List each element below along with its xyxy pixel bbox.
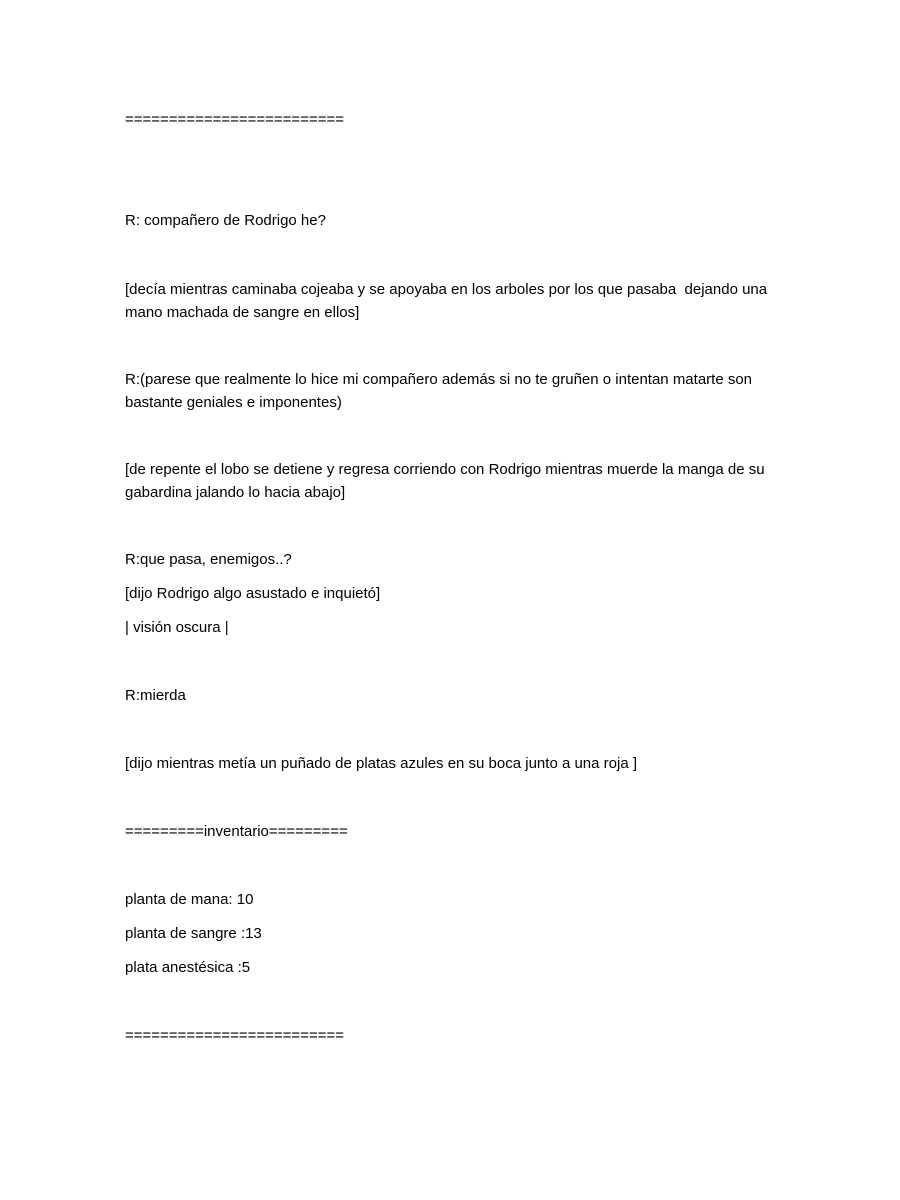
status-line: | visión oscura | [125, 619, 229, 636]
narration-line: [dijo mientras metía un puñado de platas azules en su boca junto a una roja ] [125, 755, 637, 772]
separator-top: ========================= [125, 111, 344, 128]
narration-line: [dijo Rodrigo algo asustado e inquietó] [125, 585, 381, 602]
inventory-header: =========inventario========= [125, 823, 348, 840]
dialogue-line: R:que pasa, enemigos..? [125, 551, 292, 568]
dialogue-line: R: compañero de Rodrigo he? [125, 212, 326, 229]
narration-line: [de repente el lobo se detiene y regresa corriendo con Rodrigo mientras muerde la manga de su gabardina jalando lo hacia abajo] [125, 461, 769, 501]
narration-line: [decía mientras caminaba cojeaba y se apoyaba en los arboles por los que pasaba dejando una mano machada de sangre en ellos] [125, 281, 772, 321]
inventory-item: planta de mana: 10 [125, 891, 254, 908]
dialogue-line: R:(parese que realmente lo hice mi compañero además si no te gruñen o intentan matarte son bastante geniales e imponentes) [125, 371, 757, 411]
inventory-item: plata anestésica :5 [125, 959, 251, 976]
separator-bottom: ========================= [125, 1027, 344, 1044]
inventory-item: planta de sangre :13 [125, 925, 262, 942]
dialogue-line: R:mierda [125, 687, 186, 704]
